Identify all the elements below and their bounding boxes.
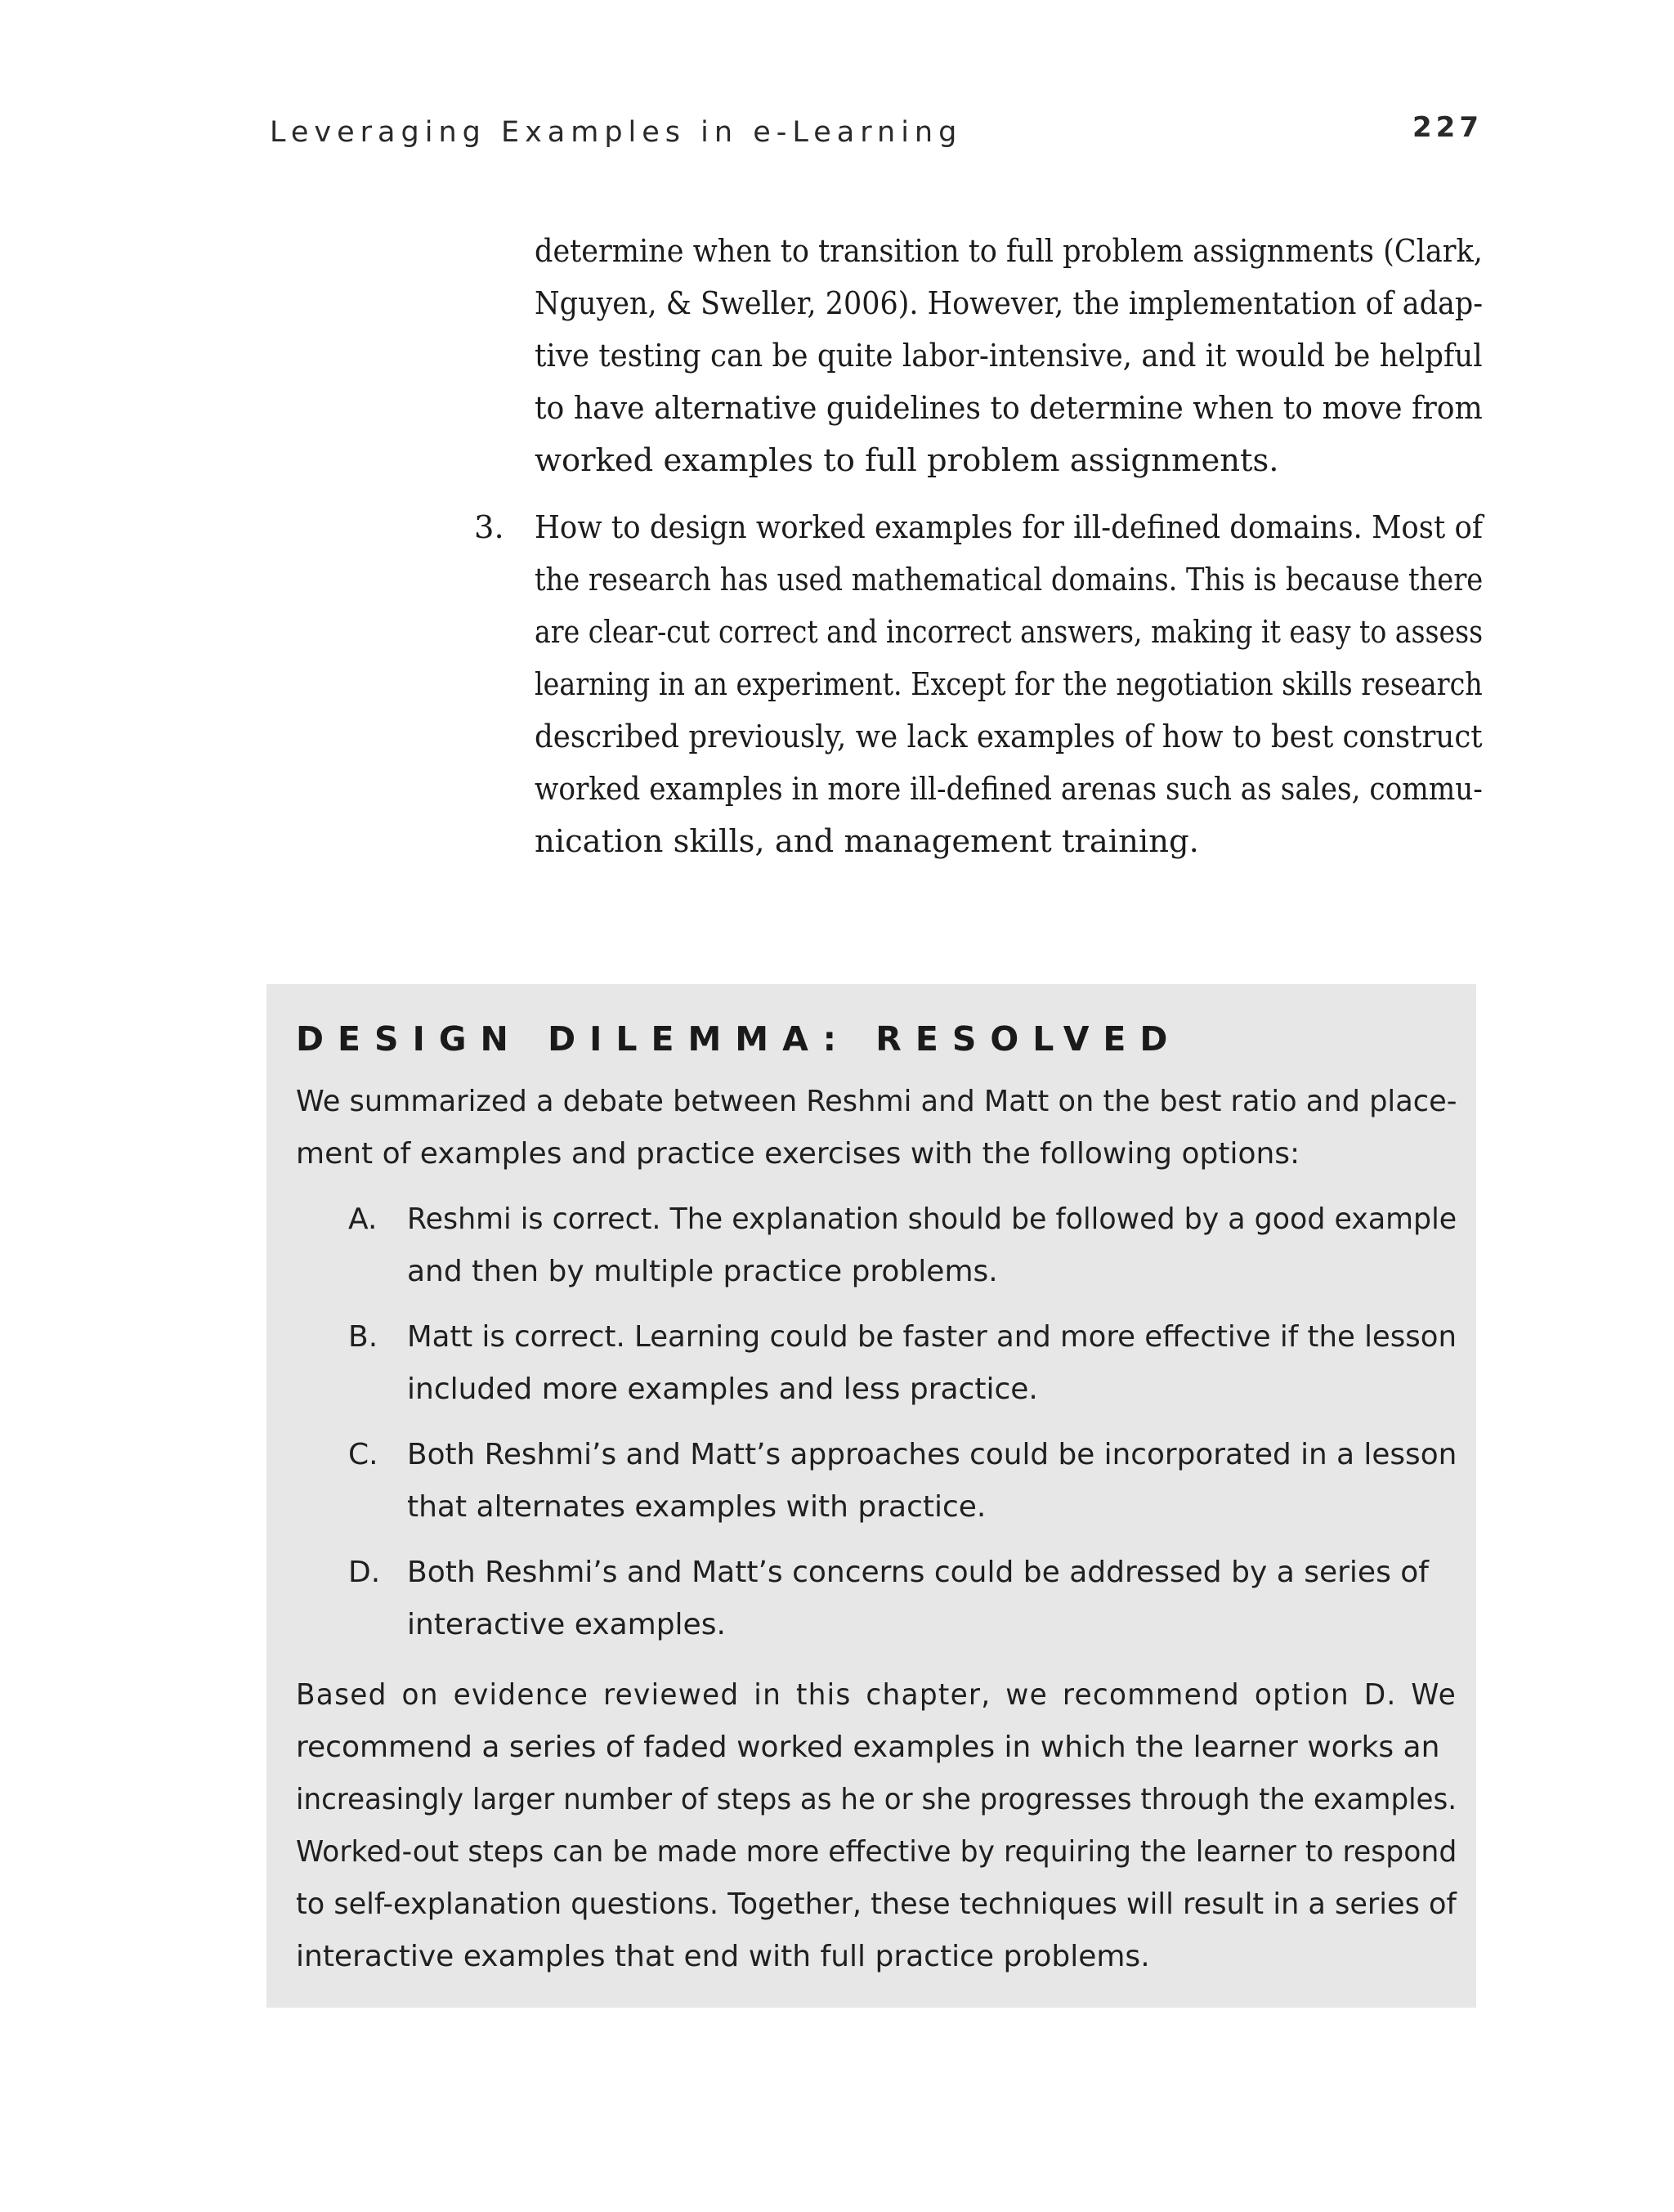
text-line: Both Reshmi’s and Matt’s concerns could be addressed by a series of xyxy=(407,1556,1429,1589)
text-line: that alternates examples with practice. xyxy=(407,1490,987,1524)
option-c xyxy=(296,1429,1457,1534)
text-line: How to design worked examples for ill-defined domains. Most of xyxy=(535,509,1484,546)
list-number: 3. xyxy=(474,509,504,546)
text-line: Worked-out steps can be made more effective by requiring the learner to respond xyxy=(296,1835,1457,1869)
text-line: and then by multiple practice problems. xyxy=(407,1255,998,1288)
text-line: recommend a series of faded worked examples in which the learner works an xyxy=(296,1731,1440,1764)
text-line: Based on evidence reviewed in this chapter, we recommend option D. We xyxy=(296,1678,1457,1712)
option-b xyxy=(296,1311,1457,1416)
option-letter: A. xyxy=(348,1202,378,1236)
design-dilemma-intro xyxy=(296,1076,1457,1180)
text-line: worked examples in more ill-defined arenas such as sales, commu- xyxy=(535,771,1483,808)
text-line: the research has used mathematical domains. This is because there xyxy=(535,562,1484,598)
text-line: Matt is correct. Learning could be faster and more effective if the lesson xyxy=(407,1320,1457,1354)
page-number: 227 xyxy=(1412,111,1483,144)
text-line: We summarized a debate between Reshmi and Matt on the best ratio and place- xyxy=(296,1085,1457,1118)
option-d xyxy=(296,1547,1457,1651)
option-letter: C. xyxy=(348,1438,378,1471)
text-line: tive testing can be quite labor-intensive, and it would be helpful xyxy=(535,338,1483,374)
text-line: nication skills, and management training. xyxy=(535,823,1199,860)
text-line: Reshmi is correct. The explanation should be followed by a good example xyxy=(407,1202,1457,1236)
text-line: interactive examples that end with full practice problems. xyxy=(296,1940,1150,1973)
text-line: to self-explanation questions. Together, these techniques will result in a series of xyxy=(296,1887,1457,1921)
text-line: Nguyen, & Sweller, 2006). However, the implementation of adap- xyxy=(535,285,1484,322)
running-head-title: Leveraging Examples in e-Learning xyxy=(270,116,963,149)
option-letter: B. xyxy=(348,1320,378,1354)
text-line: ment of examples and practice exercises with the following options: xyxy=(296,1137,1300,1171)
text-line: determine when to transition to full problem assignments (Clark, xyxy=(535,233,1483,270)
list-item-3 xyxy=(474,502,1484,868)
body-text xyxy=(474,226,1484,868)
text-line: Both Reshmi’s and Matt’s approaches could be incorporated in a lesson xyxy=(407,1438,1457,1471)
continued-paragraph xyxy=(535,226,1483,487)
text-line: interactive examples. xyxy=(407,1608,726,1641)
design-dilemma-content xyxy=(296,1014,1457,1983)
text-line: worked examples to full problem assignments. xyxy=(535,442,1279,479)
text-line: described previously, we lack examples of how to best construct xyxy=(535,719,1483,755)
text-line: increasingly larger number of steps as he or she progresses through the examples. xyxy=(296,1783,1457,1816)
option-letter: D. xyxy=(348,1556,381,1589)
text-line: included more examples and less practice. xyxy=(407,1372,1038,1406)
options-list xyxy=(296,1193,1457,1651)
text-line: learning in an experiment. Except for the negotiation skills research xyxy=(535,666,1483,703)
option-a xyxy=(296,1193,1457,1298)
text-line: are clear-cut correct and incorrect answers, making it easy to assess xyxy=(535,614,1484,651)
text-line: to have alternative guidelines to determine when to move from xyxy=(535,390,1483,427)
design-dilemma-conclusion xyxy=(296,1669,1457,1983)
design-dilemma-box xyxy=(266,984,1476,2008)
design-dilemma-heading: DESIGN DILEMMA: RESOLVED xyxy=(296,1019,1182,1059)
